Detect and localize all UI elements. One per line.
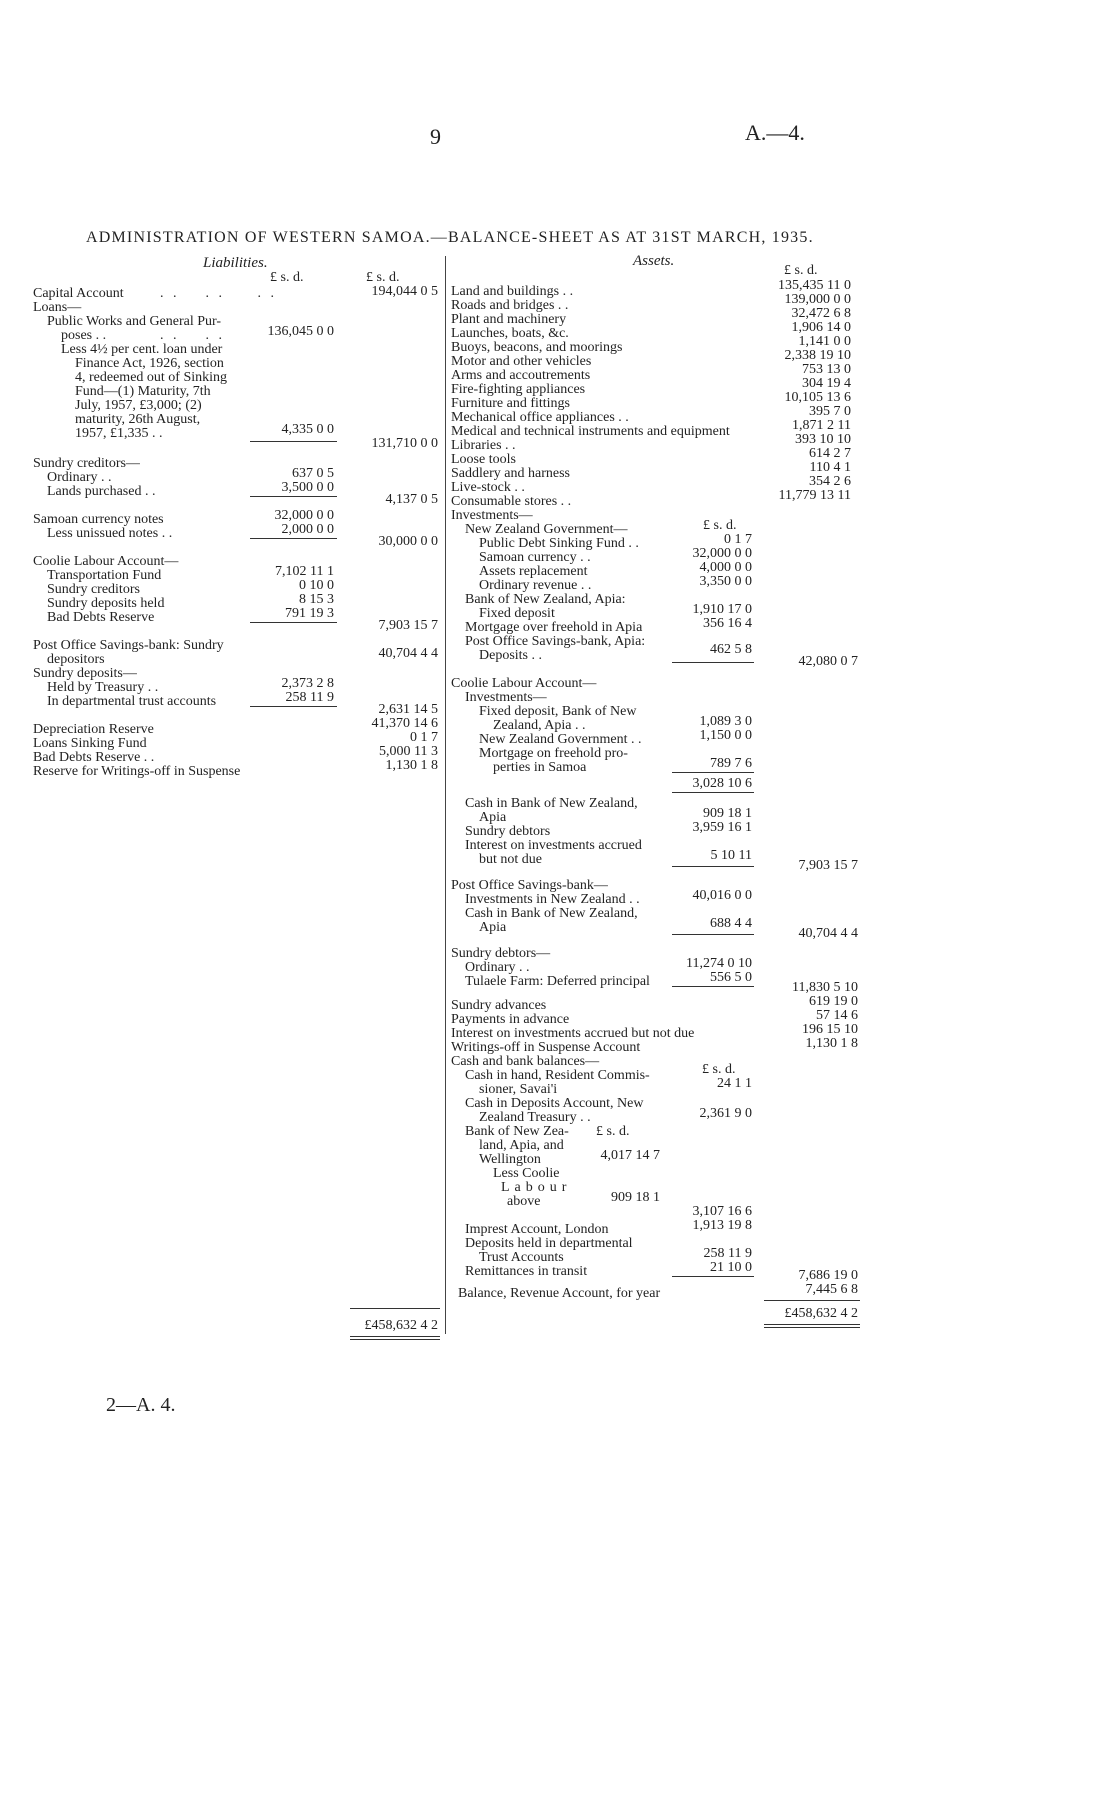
misc-asset-amount: 57 14 6 <box>816 1008 858 1023</box>
investments-col-header: £ s. d. <box>703 518 737 533</box>
currency-total: 30,000 0 0 <box>378 534 438 549</box>
coolie-interest-amount: 5 10 11 <box>710 848 752 863</box>
bnz-line-2: land, Apia, and <box>479 1138 564 1153</box>
page-title: ADMINISTRATION OF WESTERN SAMOA.—BALANCE-SHEET AS AT 31ST MARCH, 1935. <box>86 229 814 246</box>
reserve-label: Depreciation Reserve <box>33 722 154 737</box>
asset-item-label: Fire-fighting appliances <box>451 382 586 397</box>
pos-deposits-label: Deposits . . <box>479 648 542 663</box>
coolie-nzg-amount: 1,150 0 0 <box>699 728 752 743</box>
less-loan-amount: 4,335 0 0 <box>281 422 334 437</box>
imprest-account-amount: 1,913 19 8 <box>692 1218 752 1233</box>
investments-total: 42,080 0 7 <box>798 654 858 669</box>
remittances-amount: 21 10 0 <box>710 1260 752 1275</box>
asset-item-amount: 2,338 19 10 <box>784 348 851 363</box>
pos-investments-amount: 40,016 0 0 <box>692 888 752 903</box>
misc-asset-amount: 1,130 1 8 <box>805 1036 858 1051</box>
bnz-line-1: Bank of New Zea- <box>465 1124 569 1139</box>
pos-bank-line-2: depositors <box>47 652 105 667</box>
assets-col-header: £ s. d. <box>784 263 818 278</box>
fixed-deposit-amount: 1,910 17 0 <box>692 602 752 617</box>
assets-grand-total: £458,632 4 2 <box>784 1306 858 1321</box>
coolie-mortgage-line-1: Mortgage on freehold pro- <box>479 746 628 761</box>
less-coolie-amount: 909 18 1 <box>611 1190 660 1205</box>
bnz-amount: 4,017 14 7 <box>600 1148 660 1163</box>
asset-item-amount: 1,871 2 11 <box>792 418 851 433</box>
public-works-line-1: Public Works and General Pur- <box>47 314 222 329</box>
sundry-debtors-ordinary: Ordinary . . <box>465 960 530 975</box>
balance-revenue-label: Balance, Revenue Account, for year <box>458 1286 661 1301</box>
investment-row-label: Public Debt Sinking Fund . . <box>479 536 639 551</box>
misc-asset-label: Interest on investments accrued but not due <box>451 1026 695 1041</box>
less-coolie-line-3: above <box>507 1194 541 1209</box>
coolie-cash-line-1: Cash in Bank of New Zealand, <box>465 796 638 811</box>
investment-row-amount: 0 1 7 <box>724 532 752 547</box>
coolie-interest-line-2: but not due <box>479 852 542 867</box>
reserve-label: Bad Debts Reserve . . <box>33 750 155 765</box>
asset-item-amount: 135,435 11 0 <box>778 278 851 293</box>
investment-row-label: Assets replacement <box>479 564 588 579</box>
pos-apia-label: Post Office Savings-bank, Apia: <box>465 634 646 649</box>
public-works-line-2: poses . . <box>61 328 107 343</box>
asset-item-amount: 393 10 10 <box>795 432 851 447</box>
pos-bank-line-1: Post Office Savings-bank: Sundry <box>33 638 224 653</box>
liabilities-grand-total: £458,632 4 2 <box>364 1318 438 1333</box>
tulaele-farm-label: Tulaele Farm: Deferred principal <box>465 974 650 989</box>
coolie-item-label: Sundry creditors <box>47 582 140 597</box>
capital-account-amount: 194,044 0 5 <box>371 284 438 299</box>
investment-row-amount: 32,000 0 0 <box>692 546 752 561</box>
sundry-deposits-label: Sundry deposits— <box>33 666 137 681</box>
assets-heading: Assets. <box>633 253 675 269</box>
held-by-treasury-amount: 2,373 2 8 <box>281 676 334 691</box>
coolie-nzg-label: New Zealand Government . . <box>479 732 642 747</box>
asset-item-label: Medical and technical instruments and equipment <box>451 424 730 439</box>
balance-revenue-amount: 7,445 6 8 <box>805 1282 858 1297</box>
asset-item-label: Roads and bridges . . <box>451 298 569 313</box>
misc-asset-amount: 196 15 10 <box>802 1022 858 1037</box>
resident-commissioner-line-1: Cash in hand, Resident Commis- <box>465 1068 650 1083</box>
reserve-amount: 41,370 14 6 <box>371 716 438 731</box>
trust-accounts-label: In departmental trust accounts <box>47 694 217 709</box>
coolie-investments-total: 3,028 10 6 <box>692 776 752 791</box>
reserve-amount: 1,130 1 8 <box>385 758 438 773</box>
asset-item-amount: 1,906 14 0 <box>791 320 851 335</box>
coolie-item-label: Transportation Fund <box>47 568 162 583</box>
column-divider <box>445 256 446 1334</box>
asset-item-label: Saddlery and harness <box>451 466 570 481</box>
coolie-labour-label: Coolie Labour Account— <box>33 554 179 569</box>
sundry-creditors-label: Sundry creditors— <box>33 456 140 471</box>
asset-item-amount: 139,000 0 0 <box>784 292 851 307</box>
bnz-col-header: £ s. d. <box>596 1124 630 1139</box>
coolie-interest-line-1: Interest on investments accrued <box>465 838 642 853</box>
bnz-line-3: Wellington <box>479 1152 541 1167</box>
imprest-account-label: Imprest Account, London <box>465 1222 609 1237</box>
less-loan-line-7: 1957, £1,335 . . <box>75 426 163 441</box>
misc-asset-label: Sundry advances <box>451 998 547 1013</box>
asset-item-amount: 11,779 13 11 <box>778 488 851 503</box>
asset-item-label: Libraries . . <box>451 438 516 453</box>
reserve-label: Loans Sinking Fund <box>33 736 147 751</box>
departmental-deposits-line-2: Trust Accounts <box>479 1250 564 1265</box>
sundry-creditors-ordinary: Ordinary . . <box>47 470 112 485</box>
sundry-debtors-label: Sundry debtors— <box>451 946 551 961</box>
asset-item-amount: 32,472 6 8 <box>791 306 851 321</box>
pos-cash-line-1: Cash in Bank of New Zealand, <box>465 906 638 921</box>
cash-col-header: £ s. d. <box>702 1062 736 1077</box>
loans-net-amount: 131,710 0 0 <box>371 436 438 451</box>
asset-item-amount: 354 2 6 <box>809 474 851 489</box>
loans-label: Loans— <box>33 300 82 315</box>
samoan-currency-notes-label: Samoan currency notes <box>33 512 164 527</box>
pos-deposits-amount: 462 5 8 <box>710 642 752 657</box>
liabilities-heading: Liabilities. <box>203 255 268 271</box>
coolie-item-amount: 8 15 3 <box>299 592 334 607</box>
investment-row-label: Samoan currency . . <box>479 550 591 565</box>
less-loan-line-5: July, 1957, £3,000; (2) <box>75 398 202 413</box>
pos-bank-assets-total: 40,704 4 4 <box>798 926 858 941</box>
less-loan-line-1: Less 4½ per cent. loan under <box>61 342 223 357</box>
resident-commissioner-line-2: sioner, Savai'i <box>479 1082 558 1097</box>
misc-asset-label: Payments in advance <box>451 1012 570 1027</box>
coolie-item-amount: 0 10 0 <box>299 578 334 593</box>
coolie-fixed-deposit-amount: 1,089 3 0 <box>699 714 752 729</box>
asset-item-amount: 10,105 13 6 <box>784 390 851 405</box>
misc-asset-label: Writings-off in Suspense Account <box>451 1040 641 1055</box>
resident-commissioner-amount: 24 1 1 <box>717 1076 752 1091</box>
page-footer: 2—A. 4. <box>106 1394 176 1416</box>
lands-purchased-label: Lands purchased . . <box>47 484 156 499</box>
asset-item-label: Consumable stores . . <box>451 494 572 509</box>
coolie-debtors-amount: 3,959 16 1 <box>692 820 752 835</box>
capital-account-label: Capital Account <box>33 286 124 301</box>
asset-item-amount: 110 4 1 <box>809 460 851 475</box>
coolie-labour-total: 7,903 15 7 <box>378 618 438 633</box>
pos-bank-total: 40,704 4 4 <box>378 646 438 661</box>
fixed-deposit-label: Fixed deposit <box>479 606 555 621</box>
coolie-fixed-deposit-line-1: Fixed deposit, Bank of New <box>479 704 637 719</box>
liabilities-col-a-header: £ s. d. <box>270 270 304 285</box>
asset-item-amount: 395 7 0 <box>809 404 851 419</box>
nz-government-label: New Zealand Government— <box>465 522 628 537</box>
sundry-debtors-total: 11,830 5 10 <box>792 980 858 995</box>
reserve-amount: 0 1 7 <box>410 730 438 745</box>
sundry-debtors-ordinary-amount: 11,274 0 10 <box>686 956 752 971</box>
less-loan-line-3: 4, redeemed out of Sinking <box>75 370 228 385</box>
coolie-cash-amount: 909 18 1 <box>703 806 752 821</box>
lands-purchased-amount: 3,500 0 0 <box>281 480 334 495</box>
trust-accounts-amount: 258 11 9 <box>285 690 334 705</box>
coolie-item-amount: 7,102 11 1 <box>275 564 334 579</box>
remittances-label: Remittances in transit <box>465 1264 588 1279</box>
asset-item-amount: 1,141 0 0 <box>798 334 851 349</box>
pos-cash-amount: 688 4 4 <box>710 916 752 931</box>
asset-item-label: Land and buildings . . <box>451 284 574 299</box>
asset-item-label: Buoys, beacons, and moorings <box>451 340 623 355</box>
coolie-fixed-deposit-line-2: Zealand, Apia . . <box>493 718 586 733</box>
coolie-cash-line-2: Apia <box>479 810 507 825</box>
mortgage-label: Mortgage over freehold in Apia <box>465 620 643 635</box>
bnz-apia-label: Bank of New Zealand, Apia: <box>465 592 626 607</box>
asset-item-amount: 304 19 4 <box>802 376 851 391</box>
sundry-deposits-total: 2,631 14 5 <box>378 702 438 717</box>
asset-item-amount: 614 2 7 <box>809 446 851 461</box>
liabilities-col-b-header: £ s. d. <box>366 270 400 285</box>
coolie-assets-label: Coolie Labour Account— <box>451 676 597 691</box>
asset-item-label: Furniture and fittings <box>451 396 570 411</box>
asset-item-label: Arms and accoutrements <box>451 368 591 383</box>
less-loan-line-4: Fund—(1) Maturity, 7th <box>75 384 211 399</box>
asset-item-label: Launches, boats, &c. <box>451 326 569 341</box>
unissued-notes-label: Less unissued notes . . <box>47 526 173 541</box>
public-works-amount: 136,045 0 0 <box>267 324 334 339</box>
samoan-currency-notes-amount: 32,000 0 0 <box>274 508 334 523</box>
coolie-assets-total: 7,903 15 7 <box>798 858 858 873</box>
tulaele-farm-amount: 556 5 0 <box>710 970 752 985</box>
deposits-account-line-1: Cash in Deposits Account, New <box>465 1096 644 1111</box>
unissued-notes-amount: 2,000 0 0 <box>281 522 334 537</box>
cash-balances-label: Cash and bank balances— <box>451 1054 600 1069</box>
coolie-mortgage-amount: 789 7 6 <box>710 756 752 771</box>
held-by-treasury-label: Held by Treasury . . <box>47 680 159 695</box>
misc-asset-amount: 619 19 0 <box>809 994 858 1009</box>
coolie-mortgage-line-2: perties in Samoa <box>493 760 587 775</box>
pos-investments-label: Investments in New Zealand . . <box>465 892 640 907</box>
deposits-account-line-2: Zealand Treasury . . <box>479 1110 591 1125</box>
less-coolie-line-2: Labour <box>501 1180 572 1195</box>
deposits-account-amount: 2,361 9 0 <box>699 1106 752 1121</box>
sundry-creditors-ordinary-amount: 637 0 5 <box>292 466 334 481</box>
asset-item-label: Motor and other vehicles <box>451 354 592 369</box>
asset-item-label: Loose tools <box>451 452 516 467</box>
asset-item-amount: 753 13 0 <box>802 362 851 377</box>
asset-item-label: Live-stock . . <box>451 480 525 495</box>
departmental-deposits-amount: 258 11 9 <box>703 1246 752 1261</box>
sundry-creditors-total: 4,137 0 5 <box>385 492 438 507</box>
coolie-item-label: Bad Debts Reserve <box>47 610 155 625</box>
document-reference: A.—4. <box>745 120 805 145</box>
coolie-debtors-label: Sundry debtors <box>465 824 551 839</box>
investment-row-label: Ordinary revenue . . <box>479 578 592 593</box>
asset-item-label: Plant and machinery <box>451 312 567 327</box>
coolie-item-label: Sundry deposits held <box>47 596 165 611</box>
less-coolie-line-1: Less Coolie <box>493 1166 560 1181</box>
pos-cash-line-2: Apia <box>479 920 507 935</box>
investment-row-amount: 4,000 0 0 <box>699 560 752 575</box>
pos-bank-assets-label: Post Office Savings-bank— <box>451 878 608 893</box>
departmental-deposits-line-1: Deposits held in departmental <box>465 1236 633 1251</box>
less-loan-line-2: Finance Act, 1926, section <box>75 356 224 371</box>
investments-label: Investments— <box>451 508 533 523</box>
mortgage-amount: 356 16 4 <box>703 616 752 631</box>
page-number: 9 <box>430 124 441 149</box>
investment-row-amount: 3,350 0 0 <box>699 574 752 589</box>
cash-balances-total: 7,686 19 0 <box>798 1268 858 1283</box>
asset-item-label: Mechanical office appliances . . <box>451 410 629 425</box>
coolie-item-amount: 791 19 3 <box>285 606 334 621</box>
reserve-label: Reserve for Writings-off in Suspense <box>33 764 241 779</box>
bnz-net-amount: 3,107 16 6 <box>692 1204 752 1219</box>
less-loan-line-6: maturity, 26th August, <box>75 412 201 427</box>
coolie-investments-label: Investments— <box>465 690 547 705</box>
reserve-amount: 5,000 11 3 <box>379 744 438 759</box>
